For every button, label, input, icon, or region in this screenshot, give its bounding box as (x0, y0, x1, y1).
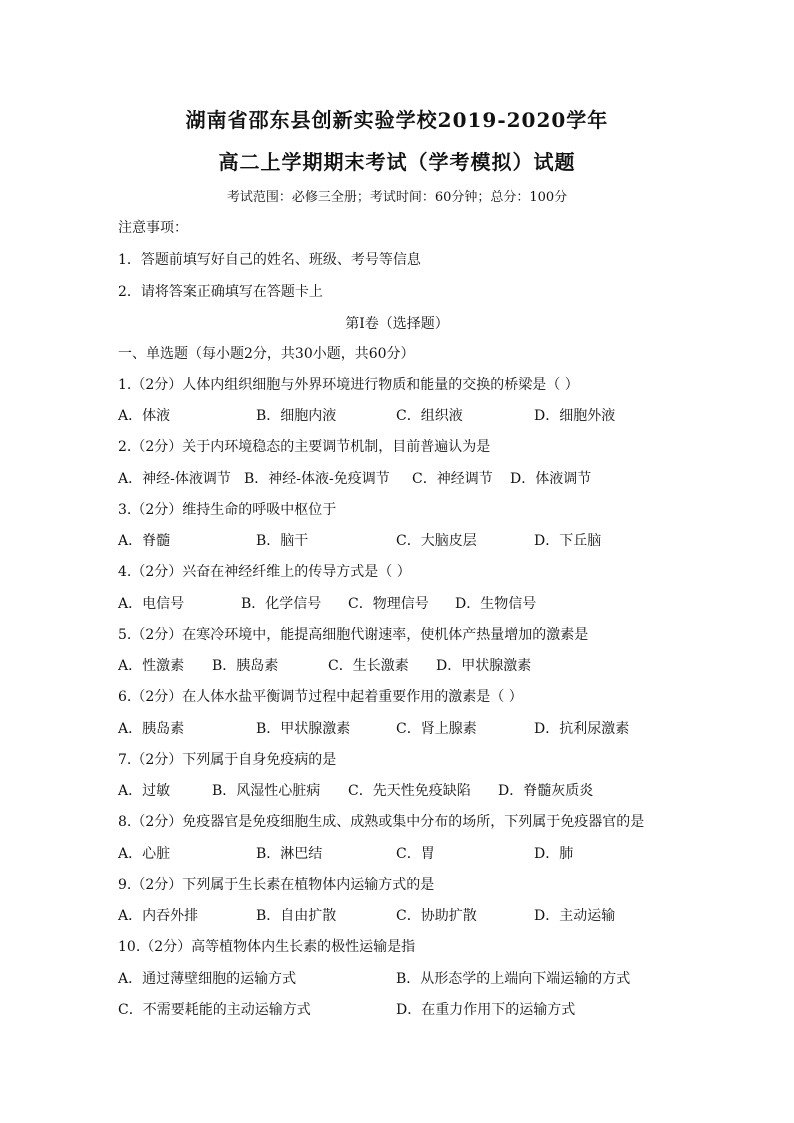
exam-title-line1: 湖南省邵东县创新实验学校2019-2020学年 (185, 108, 609, 132)
exam-title-line2: 高二上学期期末考试（学考模拟）试题 (218, 150, 576, 174)
question-stem: 9.（2分）下列属于生长素在植物体内运输方式的是 (118, 877, 435, 893)
option-b: B．甲状腺激素 (256, 721, 351, 737)
option-c: C．胃 (396, 846, 435, 862)
option-a: A．性激素 (118, 658, 185, 674)
option-b: B．细胞内液 (256, 408, 337, 424)
question-stem: 10.（2分）高等植物体内生长素的极性运输是指 (118, 939, 416, 955)
option-c: C．物理信号 (348, 596, 429, 612)
option-b: B．脑干 (256, 533, 309, 549)
question-stem: 2.（2分）关于内环境稳态的主要调节机制，目前普遍认为是 (118, 439, 491, 455)
option-a: A．心脏 (118, 846, 171, 862)
option-a: A．体液 (118, 408, 171, 424)
option-a: A．神经-体液调节 (118, 471, 231, 487)
option-c: C．协助扩散 (396, 908, 477, 924)
question-stem: 5.（2分）在寒冷环境中，能提高细胞代谢速率，使机体产热量增加的激素是 (118, 627, 589, 643)
option-b: B．胰岛素 (212, 658, 279, 674)
option-c: C．组织液 (396, 408, 463, 424)
question-stem: 8.（2分）免疫器官是免疫细胞生成、成熟或集中分布的场所，下列属于免疫器官的是 (118, 814, 645, 830)
option-c: C．大脑皮层 (396, 533, 477, 549)
question-stem: 1.（2分）人体内组织细胞与外界环境进行物质和能量的交换的桥梁是（ ） (118, 377, 579, 393)
option-a: A．电信号 (118, 596, 185, 612)
option-c: C．不需要耗能的主动运输方式 (118, 1002, 311, 1018)
part-title: 一、单选题（每小题2分，共30小题，共60分） (118, 346, 415, 362)
option-d: D．甲状腺激素 (436, 658, 532, 674)
option-a: A．内吞外排 (118, 908, 199, 924)
option-d: D．抗利尿激素 (534, 721, 630, 737)
option-a: A．过敏 (118, 783, 171, 799)
question-stem: 6.（2分）在人体水盐平衡调节过程中起着重要作用的激素是（ ） (118, 689, 523, 705)
option-b: B．化学信号 (241, 596, 322, 612)
option-b: B．风湿性心脏病 (212, 783, 321, 799)
question-stem: 3.（2分）维持生命的呼吸中枢位于 (118, 502, 337, 518)
note-item: 2．请将答案正确填写在答题卡上 (118, 284, 323, 300)
question-stem: 4.（2分）兴奋在神经纤维上的传导方式是（ ） (118, 564, 411, 580)
option-c: C．生长激素 (328, 658, 409, 674)
option-d: D．在重力作用下的运输方式 (396, 1002, 576, 1018)
option-b: B．神经-体液-免疫调节 (244, 471, 390, 487)
option-b: B．从形态学的上端向下端运输的方式 (396, 971, 631, 987)
question-stem: 7.（2分）下列属于自身免疫病的是 (118, 752, 337, 768)
option-d: D．脊髓灰质炎 (498, 783, 594, 799)
note-item: 1．答题前填写好自己的姓名、班级、考号等信息 (118, 252, 421, 268)
option-a: A．通过薄壁细胞的运输方式 (118, 971, 297, 987)
option-a: A．胰岛素 (118, 721, 185, 737)
option-d: D．体液调节 (510, 471, 592, 487)
volume-title: 第I卷（选择题） (345, 316, 449, 332)
option-c: C．肾上腺素 (396, 721, 477, 737)
option-c: C．神经调节 (412, 471, 493, 487)
notes-heading: 注意事项： (118, 220, 188, 236)
option-d: D．主动运输 (534, 908, 616, 924)
option-d: D．细胞外液 (534, 408, 616, 424)
option-d: D．肺 (534, 846, 574, 862)
option-d: D．生物信号 (455, 596, 537, 612)
option-c: C．先天性免疫缺陷 (348, 783, 471, 799)
option-b: B．淋巴结 (256, 846, 323, 862)
option-a: A．脊髓 (118, 533, 171, 549)
option-b: B．自由扩散 (256, 908, 337, 924)
option-d: D．下丘脑 (534, 533, 602, 549)
exam-info: 考试范围：必修三全册；考试时间：60分钟；总分：100分 (226, 190, 568, 205)
